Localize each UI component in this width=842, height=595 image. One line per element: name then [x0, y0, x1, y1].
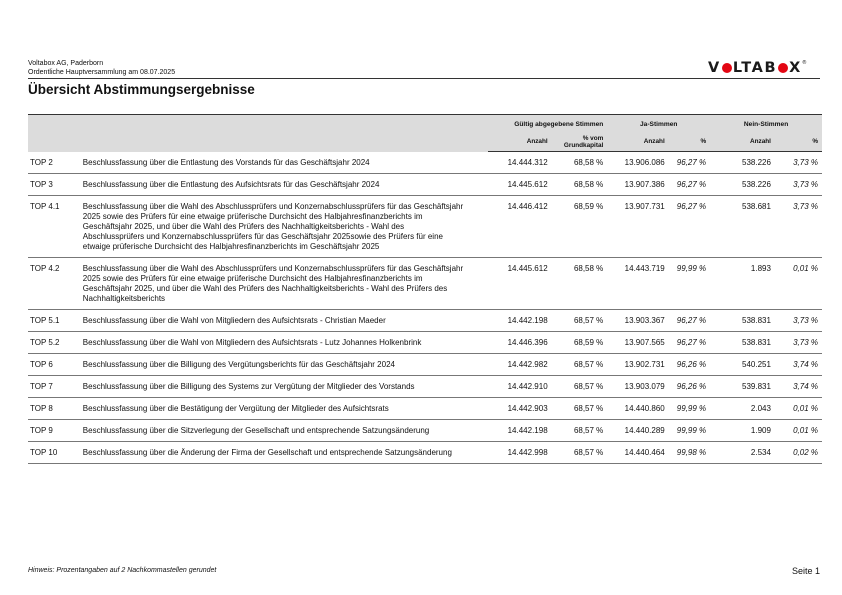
no-votes-count: 538.226	[710, 174, 775, 196]
agenda-item-description: Beschlussfassung über die Billigung des Systems zur Vergütung der Mitglieder des Vorstands	[79, 376, 489, 398]
no-votes-count: 1.893	[710, 258, 775, 310]
logo-letters-ltab: LTAB	[732, 60, 778, 76]
yes-votes-count: 13.907.386	[607, 174, 668, 196]
yes-votes-pct: 96,27 %	[669, 310, 710, 332]
no-votes-count: 538.831	[710, 310, 775, 332]
valid-votes-pct-capital: 68,57 %	[552, 376, 608, 398]
valid-votes-count: 14.446.396	[488, 332, 551, 354]
results-table	[28, 114, 822, 464]
valid-votes-count: 14.444.312	[488, 152, 551, 174]
valid-votes-count: 14.445.612	[488, 174, 551, 196]
table-row	[28, 332, 822, 354]
agenda-item-number: TOP 9	[28, 420, 79, 442]
yes-votes-count: 13.902.731	[607, 354, 668, 376]
agenda-item-description: Beschlussfassung über die Entlastung des Aufsichtsrats für das Geschäftsjahr 2024	[79, 174, 489, 196]
valid-votes-pct-capital: 68,59 %	[552, 332, 608, 354]
yes-votes-count: 14.443.719	[607, 258, 668, 310]
no-votes-pct: 0,01 %	[775, 398, 822, 420]
agenda-item-number: TOP 4.1	[28, 196, 79, 258]
agenda-item-description: Beschlussfassung über die Wahl des Abschlussprüfers und Konzernabschlussprüfers für das Geschäftsjahr 2025 sowie des Prüfers für eine etwaige prüferische Durchsicht des Halbjahresfinanzberichts im Geschäftsjahr 2025, und über die Wahl des Prüfers des Nachhaltigkeitsberichts - Wahl des Abschlussprüfers und Konzernabschlussprüfers für das Geschäftsjahr 2025sowie des Prüfers für eine etwaige prüferische Durchsicht des Halbjahresfinanzberichts im Geschäftsjahr 2025	[79, 196, 489, 258]
agenda-item-number: TOP 10	[28, 442, 79, 464]
no-votes-count: 2.534	[710, 442, 775, 464]
header-yes-count: Anzahl	[607, 133, 668, 152]
page-number: Seite 1	[791, 566, 820, 576]
no-votes-pct: 3,73 %	[775, 174, 822, 196]
yes-votes-pct: 96,27 %	[669, 174, 710, 196]
valid-votes-pct-capital: 68,58 %	[552, 258, 608, 310]
logo-letters-x: X	[789, 60, 802, 76]
table-row	[28, 398, 822, 420]
no-votes-count: 540.251	[710, 354, 775, 376]
agenda-item-description: Beschlussfassung über die Wahl von Mitgliedern des Aufsichtsrats - Christian Maeder	[79, 310, 489, 332]
no-votes-pct: 3,73 %	[775, 152, 822, 174]
company-info	[28, 59, 175, 77]
header-valid-pct-capital: % vom Grundkapital	[552, 133, 608, 152]
yes-votes-count: 13.907.731	[607, 196, 668, 258]
footnote: Hinweis: Prozentangaben auf 2 Nachkommastellen gerundet	[28, 567, 217, 574]
page-title: Übersicht Abstimmungsergebnisse	[28, 82, 255, 97]
no-votes-count: 538.831	[710, 332, 775, 354]
logo-circle-o-icon	[722, 63, 732, 73]
header-no-count: Anzahl	[710, 133, 775, 152]
header-valid-count: Anzahl	[488, 133, 551, 152]
no-votes-count: 538.681	[710, 196, 775, 258]
agenda-item-description: Beschlussfassung über die Änderung der Firma der Gesellschaft und entsprechende Satzungsänderung	[79, 442, 489, 464]
agenda-item-description: Beschlussfassung über die Bestätigung der Vergütung der Mitglieder des Aufsichtsrats	[79, 398, 489, 420]
logo-circle-o-icon	[778, 63, 788, 73]
table-row	[28, 258, 822, 310]
table-row	[28, 310, 822, 332]
no-votes-pct: 0,01 %	[775, 258, 822, 310]
no-votes-count: 2.043	[710, 398, 775, 420]
no-votes-count: 538.226	[710, 152, 775, 174]
no-votes-pct: 0,02 %	[775, 442, 822, 464]
logo-letters-v: V	[708, 60, 721, 76]
voltabox-logo	[708, 60, 807, 76]
agenda-item-number: TOP 7	[28, 376, 79, 398]
header-valid-votes: Gültig abgegebene Stimmen	[488, 115, 607, 134]
yes-votes-pct: 99,99 %	[669, 398, 710, 420]
agenda-item-number: TOP 6	[28, 354, 79, 376]
registered-mark: ®	[801, 60, 807, 66]
yes-votes-count: 14.440.289	[607, 420, 668, 442]
company-name: Voltabox AG, Paderborn	[28, 60, 104, 67]
meeting-info: Ordentliche Hauptversammlung am 08.07.2025	[28, 69, 176, 76]
valid-votes-pct-capital: 68,59 %	[552, 196, 608, 258]
valid-votes-count: 14.442.198	[488, 310, 551, 332]
yes-votes-count: 13.903.367	[607, 310, 668, 332]
agenda-item-description: Beschlussfassung über die Wahl von Mitgliedern des Aufsichtsrats - Lutz Johannes Holkenbrink	[79, 332, 489, 354]
yes-votes-count: 13.906.086	[607, 152, 668, 174]
agenda-item-description: Beschlussfassung über die Sitzverlegung der Gesellschaft und entsprechende Satzungsänderung	[79, 420, 489, 442]
no-votes-pct: 0,01 %	[775, 420, 822, 442]
yes-votes-pct: 99,98 %	[669, 442, 710, 464]
valid-votes-pct-capital: 68,57 %	[552, 442, 608, 464]
table-row	[28, 376, 822, 398]
agenda-item-description: Beschlussfassung über die Wahl des Abschlussprüfers und Konzernabschlussprüfers für das Geschäftsjahr 2025 sowie des Prüfers für eine etwaige prüferische Durchsicht des Halbjahresfinanzberichts im Geschäftsjahr 2025, und über die Wahl des Prüfers des Nachhaltigkeitsberichts - Wahl des Prüfers des Nachhaltigkeitsberichts	[79, 258, 489, 310]
yes-votes-count: 13.903.079	[607, 376, 668, 398]
yes-votes-pct: 96,26 %	[669, 376, 710, 398]
agenda-item-description: Beschlussfassung über die Entlastung des Vorstands für das Geschäftsjahr 2024	[79, 152, 489, 174]
table-row	[28, 420, 822, 442]
no-votes-pct: 3,73 %	[775, 310, 822, 332]
valid-votes-count: 14.442.998	[488, 442, 551, 464]
valid-votes-count: 14.442.903	[488, 398, 551, 420]
valid-votes-count: 14.442.982	[488, 354, 551, 376]
agenda-item-number: TOP 8	[28, 398, 79, 420]
no-votes-pct: 3,74 %	[775, 376, 822, 398]
yes-votes-pct: 99,99 %	[669, 258, 710, 310]
agenda-item-number: TOP 3	[28, 174, 79, 196]
yes-votes-pct: 96,27 %	[669, 152, 710, 174]
table-row	[28, 174, 822, 196]
header-yes-pct: %	[669, 133, 710, 152]
valid-votes-count: 14.445.612	[488, 258, 551, 310]
valid-votes-pct-capital: 68,58 %	[552, 174, 608, 196]
valid-votes-pct-capital: 68,57 %	[552, 398, 608, 420]
no-votes-count: 539.831	[710, 376, 775, 398]
header-no-votes: Nein-Stimmen	[710, 115, 822, 134]
yes-votes-pct: 96,26 %	[669, 354, 710, 376]
table-row	[28, 354, 822, 376]
yes-votes-count: 13.907.565	[607, 332, 668, 354]
yes-votes-count: 14.440.860	[607, 398, 668, 420]
valid-votes-count: 14.446.412	[488, 196, 551, 258]
agenda-item-number: TOP 2	[28, 152, 79, 174]
yes-votes-count: 14.440.464	[607, 442, 668, 464]
no-votes-count: 1.909	[710, 420, 775, 442]
table-row	[28, 442, 822, 464]
valid-votes-pct-capital: 68,58 %	[552, 152, 608, 174]
yes-votes-pct: 96,27 %	[669, 196, 710, 258]
header-rule	[28, 78, 820, 79]
agenda-item-number: TOP 4.2	[28, 258, 79, 310]
yes-votes-pct: 96,27 %	[669, 332, 710, 354]
valid-votes-count: 14.442.198	[488, 420, 551, 442]
header-yes-votes: Ja-Stimmen	[607, 115, 710, 134]
table-row	[28, 196, 822, 258]
header-blank	[28, 115, 488, 152]
valid-votes-count: 14.442.910	[488, 376, 551, 398]
header-no-pct: %	[775, 133, 822, 152]
valid-votes-pct-capital: 68,57 %	[552, 354, 608, 376]
no-votes-pct: 3,74 %	[775, 354, 822, 376]
agenda-item-number: TOP 5.2	[28, 332, 79, 354]
valid-votes-pct-capital: 68,57 %	[552, 420, 608, 442]
agenda-item-description: Beschlussfassung über die Billigung des Vergütungsberichts für das Geschäftsjahr 2024	[79, 354, 489, 376]
table-row	[28, 152, 822, 174]
valid-votes-pct-capital: 68,57 %	[552, 310, 608, 332]
agenda-item-number: TOP 5.1	[28, 310, 79, 332]
no-votes-pct: 3,73 %	[775, 196, 822, 258]
yes-votes-pct: 99,99 %	[669, 420, 710, 442]
no-votes-pct: 3,73 %	[775, 332, 822, 354]
